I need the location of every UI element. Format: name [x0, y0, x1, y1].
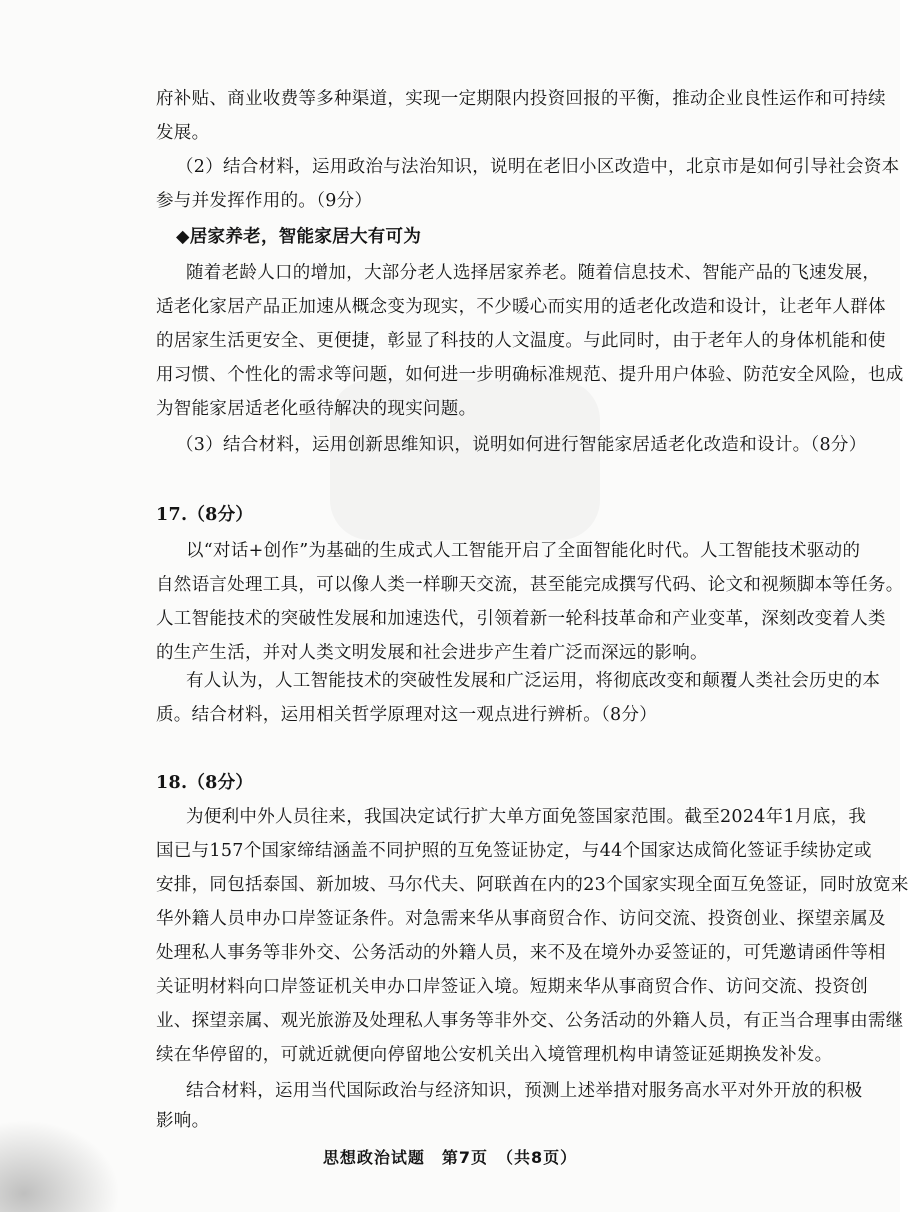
text-line: 处理私人事务等非外交、公务活动的外籍人员，来不及在境外办妥签证的，可凭邀请函件等相	[156, 943, 886, 963]
text-line: 以“对话+创作”为基础的生成式人工智能开启了全面智能化时代。人工智能技术驱动的	[186, 541, 861, 561]
text-line: 参与并发挥作用的。（9分）	[156, 191, 373, 211]
question-16-3: （3）结合材料，运用创新思维知识，说明如何进行智能家居适老化改造和设计。（8分）	[176, 435, 867, 455]
text-line: 随着老龄人口的增加，大部分老人选择居家养老。随着信息技术、智能产品的飞速发展，	[186, 263, 881, 283]
text-line: 人工智能技术的突破性发展和加速迭代，引领着新一轮科技革命和产业变革，深刻改变着人类	[156, 609, 886, 629]
text-line: 续在华停留的，可就近就便向停留地公安机关出入境管理机构申请签证延期换发补发。	[156, 1045, 833, 1065]
text-line: 关证明材料向口岸签证机关申办口岸签证入境。短期来华从事商贸合作、访问交流、投资创	[156, 977, 868, 997]
question-17-number: 17.（8分）	[156, 505, 254, 525]
text-line: 有人认为，人工智能技术的突破性发展和广泛运用，将彻底改变和颠覆人类社会历史的本	[186, 671, 881, 691]
text-line: 国已与157个国家缔结涵盖不同护照的互免签证协定，与44个国家达成简化签证手续协定或	[156, 841, 872, 861]
text-line: 为智能家居适老化亟待解决的现实问题。	[156, 399, 477, 419]
text-line: 府补贴、商业收费等多种渠道，实现一定期限内投资回报的平衡，推动企业良性运作和可持续	[156, 89, 886, 109]
text-line: 发展。	[156, 123, 210, 143]
text-line: 自然语言处理工具，可以像人类一样聊天交流，甚至能完成撰写代码、论文和视频脚本等任务。	[156, 575, 904, 595]
text-line: 用习惯、个性化的需求等问题，如何进一步明确标准规范、提升用户体验、防范安全风险，也成	[156, 365, 904, 385]
text-line: 为便利中外人员往来，我国决定试行扩大单方面免签国家范围。截至2024年1月底，我	[186, 807, 867, 827]
text-line: 结合材料，运用当代国际政治与经济知识，预测上述举措对服务高水平对外开放的积极	[186, 1081, 863, 1101]
text-line: 安排，同包括泰国、新加坡、马尔代夫、阿联酋在内的23个国家实现全面互免签证，同时放宽来	[156, 875, 909, 895]
section-heading: ◆居家养老，智能家居大有可为	[176, 227, 422, 247]
page-footer: 思想政治试题 第7页 （共8页）	[322, 1148, 578, 1167]
text-line: 的居家生活更安全、更便捷，彰显了科技的人文温度。与此同时，由于老年人的身体机能和使	[156, 331, 886, 351]
text-line: 华外籍人员申办口岸签证条件。对急需来华从事商贸合作、访问交流、投资创业、探望亲属及	[156, 909, 886, 929]
text-line: 质。结合材料，运用相关哲学原理对这一观点进行辨析。（8分）	[156, 705, 658, 725]
question-18-number: 18.（8分）	[156, 773, 254, 793]
text-line: 适老化家居产品正加速从概念变为现实，不少暖心而实用的适老化改造和设计，让老年人群体	[156, 297, 886, 317]
text-line: 影响。	[156, 1111, 210, 1131]
question-16-2: （2）结合材料，运用政治与法治知识，说明在老旧小区改造中，北京市是如何引导社会资本	[176, 157, 900, 177]
text-line: 业、探望亲属、观光旅游及处理私人事务等非外交、公务活动的外籍人员，有正当合理事由需继	[156, 1011, 904, 1031]
text-line: 的生产生活，并对人类文明发展和社会进步产生着广泛而深远的影响。	[156, 643, 708, 663]
